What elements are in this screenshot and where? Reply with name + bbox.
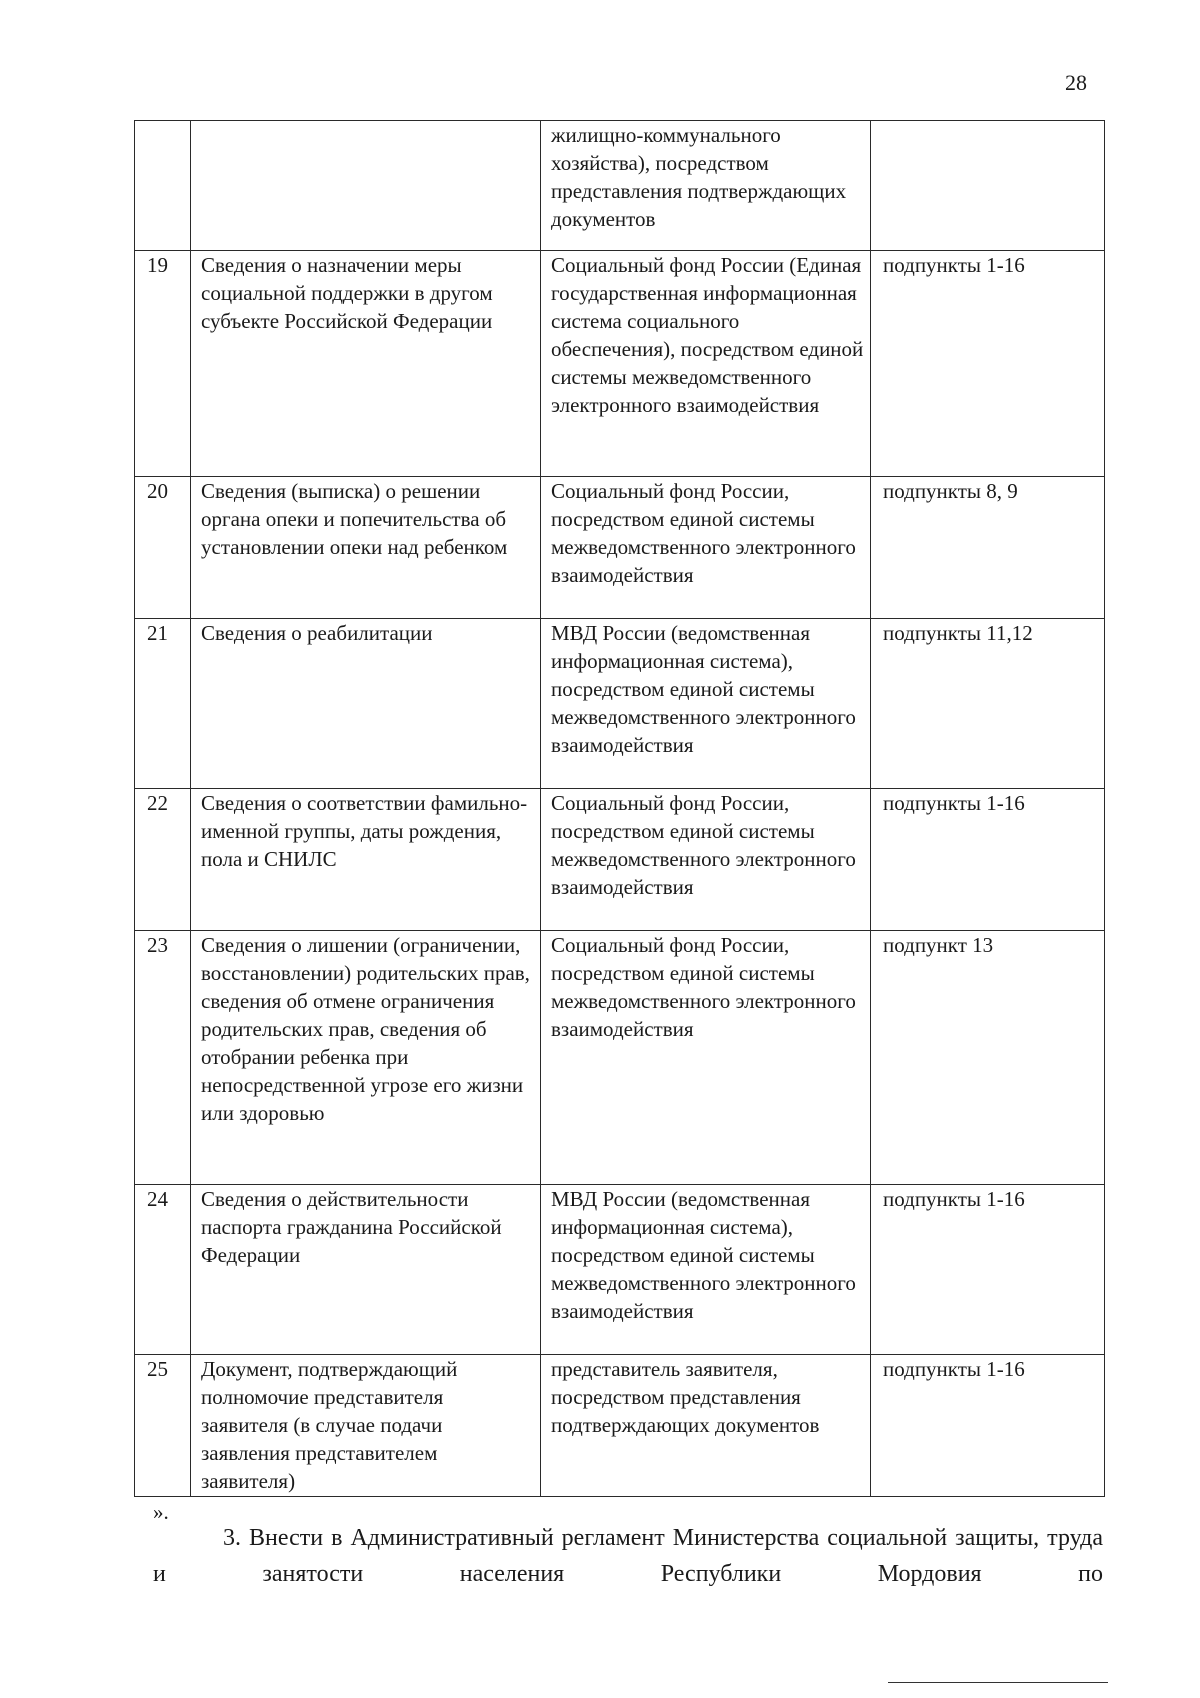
- row-number: 23: [135, 931, 191, 1185]
- row-number: 22: [135, 789, 191, 931]
- row-subitems: подпункты 1-16: [871, 1355, 1105, 1497]
- row-number: 20: [135, 477, 191, 619]
- row-subitems: подпункты 1-16: [871, 251, 1105, 477]
- row-source: Социальный фонд России, посредством единой системы межведомственного электронного взаимодействия: [541, 477, 871, 619]
- table-row: [135, 251, 1105, 477]
- row-source: жилищно-коммунального хозяйства), посредством представления подтверждающих документов: [541, 121, 871, 251]
- row-document-name: Сведения о соответствии фамильно-именной группы, даты рождения, пола и СНИЛС: [191, 789, 541, 931]
- row-source: Социальный фонд России, посредством единой системы межведомственного электронного взаимодействия: [541, 931, 871, 1185]
- row-subitems: подпункты 11,12: [871, 619, 1105, 789]
- row-number: 21: [135, 619, 191, 789]
- table-row: [135, 789, 1105, 931]
- row-source: Социальный фонд России, посредством единой системы межведомственного электронного взаимодействия: [541, 789, 871, 931]
- footer-divider: [888, 1682, 1108, 1683]
- row-subitems: подпункт 13: [871, 931, 1105, 1185]
- table-row: [135, 931, 1105, 1185]
- row-document-name: Сведения о назначении меры социальной поддержки в другом субъекте Российской Федерации: [191, 251, 541, 477]
- row-document-name: Сведения о действительности паспорта гражданина Российской Федерации: [191, 1185, 541, 1355]
- row-subitems: подпункты 8, 9: [871, 477, 1105, 619]
- row-document-name: Документ, подтверждающий полномочие представителя заявителя (в случае подачи заявления представителем заявителя): [191, 1355, 541, 1497]
- row-number: 25: [135, 1355, 191, 1497]
- row-number: [135, 121, 191, 251]
- row-source: МВД России (ведомственная информационная система), посредством единой системы межведомственного электронного взаимодействия: [541, 1185, 871, 1355]
- row-number: 24: [135, 1185, 191, 1355]
- documents-table: [134, 120, 1105, 1497]
- row-source: представитель заявителя, посредством представления подтверждающих документов: [541, 1355, 871, 1497]
- row-document-name: Сведения (выписка) о решении органа опеки и попечительства об установлении опеки над ребенком: [191, 477, 541, 619]
- page-number: 28: [1065, 70, 1087, 95]
- row-document-name: [191, 121, 541, 251]
- closing-quote: ».: [153, 1500, 169, 1524]
- row-document-name: Сведения о лишении (ограничении, восстановлении) родительских прав, сведения об отмене ограничения родительских прав, сведения об отобрании ребенка при непосредственной угрозе его жизни или здоровью: [191, 931, 541, 1185]
- table-row: [135, 619, 1105, 789]
- body-paragraph: 3. Внести в Административный регламент Министерства социальной защиты, труда и занятости населения Республики Мордовия по: [153, 1525, 1103, 1587]
- row-source: Социальный фонд России (Единая государственная информационная система социального обеспечения), посредством единой системы межведомственного электронного взаимодействия: [541, 251, 871, 477]
- table-row: [135, 1355, 1105, 1497]
- row-subitems: [871, 121, 1105, 251]
- row-number: 19: [135, 251, 191, 477]
- table-row: [135, 121, 1105, 251]
- row-source: МВД России (ведомственная информационная система), посредством единой системы межведомственного электронного взаимодействия: [541, 619, 871, 789]
- row-subitems: подпункты 1-16: [871, 1185, 1105, 1355]
- table-row: [135, 477, 1105, 619]
- table-row: [135, 1185, 1105, 1355]
- row-subitems: подпункты 1-16: [871, 789, 1105, 931]
- row-document-name: Сведения о реабилитации: [191, 619, 541, 789]
